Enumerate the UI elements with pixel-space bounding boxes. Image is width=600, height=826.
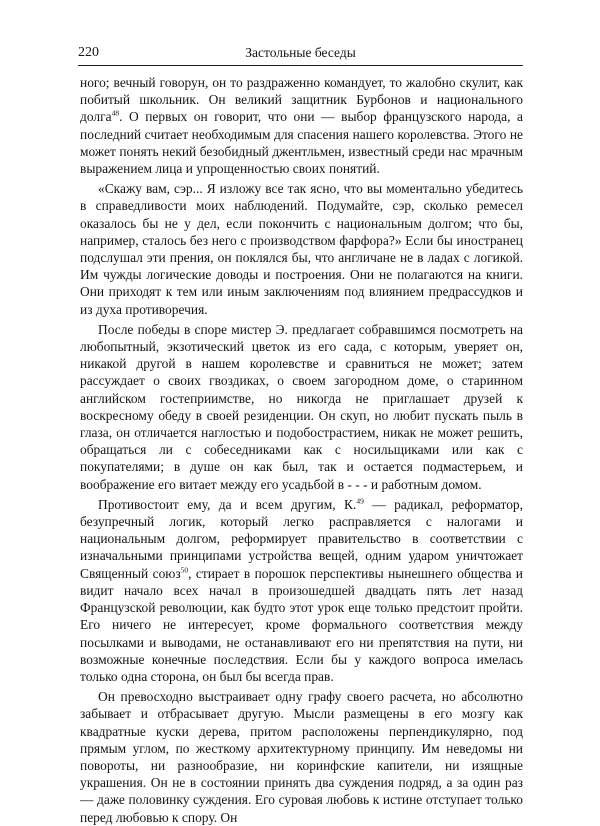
header-rule — [78, 65, 523, 66]
text-run: . О первых он говорит, что они — выбор французского народа, а последний считает необходимым для спасения нашего королевства. Этого не может понять некий безобидный джентльмен, известный среди нас мрачным выражением лица и упрощенностью своих понятий. — [80, 109, 523, 177]
text-run: , стирает в порошок перспективы нынешнего общества и видит начало всех начал в произошедшей двадцать пять лет назад Французской революции, как будто этот урок еще только предстоит пройти. Его ничего не интересует, кроме формального соответствия между посылками и выводами, не останавливают его ни препятствия на пути, ни возможные конечные последствия. Если бы у каждого вопроса имелась только одна сторона, он был бы всегда прав. — [80, 565, 523, 684]
footnote-ref[interactable]: 49 — [356, 496, 364, 506]
page-header — [78, 44, 523, 66]
text-run: ного; вечный говорун, он то раздраженно командует, то жалобно скулит, как побитый школьник. Он великий защитник Бурбонов и национального долга — [80, 75, 523, 125]
text-run: Противостоит ему, да и всем другим, К. — [98, 496, 357, 512]
running-title: Застольные беседы — [245, 45, 356, 60]
text-run: — радикал, реформатор, безупречный логик, который легко расправляется с налогами и национальным долгом, реформирует правительство в соответствии с изначальными принципами устройства вещей, одним ударом уничтожает Священный союз — [80, 496, 523, 581]
footnote-ref[interactable]: 48 — [111, 108, 120, 118]
page-number: 220 — [78, 45, 99, 60]
paragraph — [80, 180, 523, 318]
paragraph — [80, 321, 523, 493]
text-run: Он превосходно выстраивает одну графу своего расчета, но абсолютно забывает и отбрасывает другую. Мысли размещены в его мозгу как квадратные куски дерева, притом расположены перпендикулярно, под прямым углом, по жесткому архитектурному принципу. Им неведомы ни повороты, ни разнообразие, ни коринфские капители, ни изящные украшения. Он не в состоянии принять два суждения подряд, а за один раз — даже половинку суждения. Его суровая любовь к истине отступает только перед любовью к спору. Он — [80, 689, 523, 825]
paragraph — [80, 688, 523, 826]
paragraph — [80, 74, 523, 177]
text-run: «Скажу вам, сэр... Я изложу все так ясно, что вы моментально убедитесь в справедливости моих наблюдений. Подумайте, сэр, сколько ремесел оказалось бы не у дел, если покончить с национальным долгом; что бы, например, сталось без него с производством фарфора?» Если бы иностранец подслушал эти прения, он поклялся бы, что англичане не в ладах с логикой. Им чужды логические доводы и построения. Они не полагаются на книги. Они приходят к тем или иным заключениям под влиянием предрассудков и из духа противоречия. — [80, 181, 523, 317]
paragraph — [80, 496, 523, 685]
text-run: После победы в споре мистер Э. предлагает собравшимся посмотреть на любопытный, экзотический цветок из его сада, с которым, уверяет он, никакой другой в нашем королевстве и сравниться не может; затем рассуждает о своих гвоздиках, о своем загородном доме, о старинном английском гостеприимстве, но никогда не приглашает друзей к воскресному обеду в своей резиденции. Он скуп, но любит пускать пыль в глаза, он отличается наглостью и подобострастием, никак не может решить, обращаться ли с собеседниками как с носильщиками или как с покупателями; в душе он как был, так и остается подмастерьем, и воображение его витает между его усадьбой в - - - и работным домом. — [80, 321, 523, 492]
body-text — [80, 74, 523, 826]
footnote-ref[interactable]: 50 — [180, 565, 189, 575]
